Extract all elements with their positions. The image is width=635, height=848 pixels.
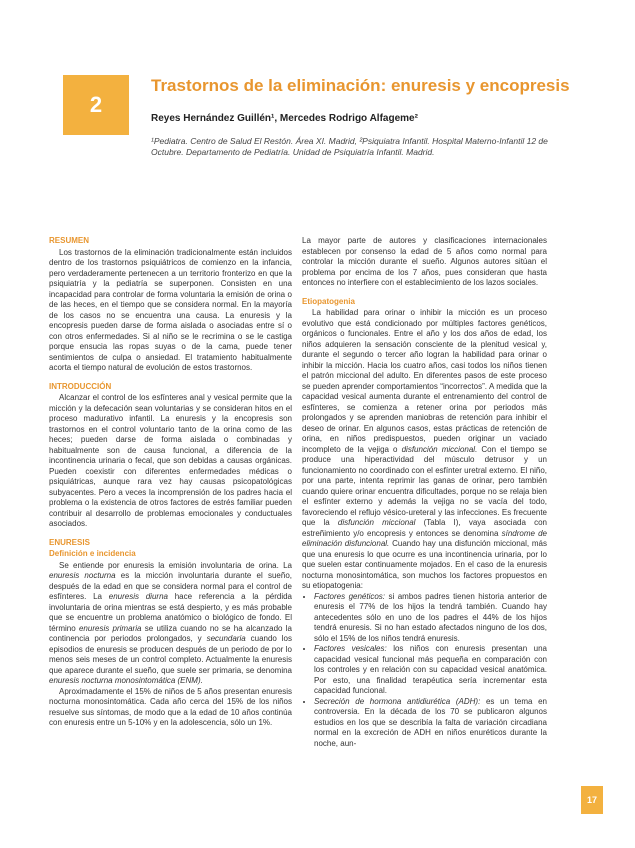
resumen-paragraph: Los trastornos de la eliminación tradicionalmente están incluidos dentro de los trastornos psiquiátricos de comienzo en la infancia, pero verdaderamente pertenecen a un territorio fronterizo en que la psiquiatría y la pediatría se superponen. Consisten en una incapacidad para controlar de forma voluntaria la emisión de orina o de las heces, en el tiempo que se considera normal. En la mayoría de los casos no se encuentra una causa. La enuresis y la encopresis pueden darse de forma aislada o asociadas entre sí o con otros enfermedades. Si al niño se le recrimina o se le castiga porque ensucia las ropas suyas o de la cama, puede tener sentimientos de culpa o ansiedad. El tratamiento habitualmente acorta el tiempo natural de evolución de estos trastornos. <box>49 247 292 372</box>
definicion-heading: Definición e incidencia <box>49 549 136 558</box>
factors-list <box>302 592 547 750</box>
etiopatogenia-heading: Etiopatogenia <box>302 296 355 306</box>
article-title: Trastornos de la eliminación: enuresis y encopresis <box>151 76 570 95</box>
page-number-badge <box>581 786 603 814</box>
chapter-number: 2 <box>89 92 103 117</box>
right-column <box>302 236 547 749</box>
left-column <box>49 236 292 729</box>
definicion-paragraph-1: Se entiende por enuresis la emisión involuntaria de orina. La enuresis nocturna es la micción involuntaria durante el sueño, después de la edad en que se considera normal para el control de esfínteres. La enuresis diurna hace referencia a la pérdida involuntaria de orina mientras se está despierto, y es más probable que se encuentre un problema anatómico o biológico de fondo. El término enuresis primaria se utiliza cuando no se ha alcanzado la continencia por periodos prolongados, y secundaria cuando los episodios de enuresis se producen después de un periodo de por lo menos seis meses de un control completo. Actualmente la enuresis que aparece durante el sueño, que suele ser primaria, se denomina enuresis nocturna monosintomática (ENM). <box>49 560 293 685</box>
page-number: 17 <box>586 795 597 805</box>
resumen-heading: RESUMEN <box>49 236 90 245</box>
list-item: • Factores genéticos: si ambos padres tienen historia anterior de enuresis el 77% de los hijos la tendrá también. Cuando hay antecedentes sólo en uno de los padres el 44% de los hijos tendrá enuresis. Si no han estado afectados ninguno de los dos, sólo el 15% de los niños tendrá enuresis. <box>314 592 547 645</box>
introduccion-paragraph: Alcanzar el control de los esfínteres anal y vesical permite que la micción y la defecación sean voluntarias y se consideran hitos en el proceso madurativo infantil. La enuresis y la encopresis son trastornos en el control voluntario tanto de la orina como de las heces; pueden darse de forma aislada o combinadas y habitualmente son de causa funcional, a diferencia de la incontinencia urinaria o fecal, que son debidas a causas orgánicas. Pueden coexistir con diferentes enfermedades médicas o psiquiátricas, aunque rara vez hay causas psicopatológicas subyacentes. Pero a veces la incomprensión de los padres hacia el problema o la existencia de otros factores de estrés familiar pueden contribuir al desarrollo de problemas emocionales y conductuales asociados. <box>49 393 292 528</box>
enuresis-heading: ENURESIS <box>49 537 90 547</box>
authors: Reyes Hernández Guillén¹, Mercedes Rodrigo Alfageme² <box>151 113 418 124</box>
chapter-number-badge <box>63 75 129 135</box>
etiopatogenia-paragraph: La habilidad para orinar o inhibir la micción es un proceso evolutivo que está condicionado por múltiples factores genéticos, orgánicos o funcionales. Entre el año y los dos años de edad, los niños adquieren la sensación consciente de la plenitud vesical y, durante el segundo o tercer año logran la habilidad para orinar o inhibir la micción. Hacia los cuatro años, casi todos los niños tienen el patrón miccional del adulto. En diferentes pasos de este proceso se pueden aprender comportamientos “incorrectos”. A medida que la capacidad vesical aumenta durante el entrenamiento del control de esfínteres, se comienza a retener orina por periodos más prolongados y se aprenden maniobras de retención para inhibir el deseo de orinar. En algunos casos, estas prácticas de retención de orina, en niños predispuestos, pueden originar un vaciado incompleto de la vejiga o disfunción miccional. Con el tiempo se produce una hiperactividad del músculo detrusor y un funcionamiento no coordinado con el esfínter uretral externo. El niño, por una parte, intenta reprimir las ganas de orinar, pero también cuando quiere orinar encuentra dificultades, porque no se relaja bien el esfínter externo y además la vejiga no se vacía del todo, favoreciendo el reflujo vésico-ureteral y las infecciones. Es frecuente que la disfunción miccional (Tabla I), vaya asociada con estreñimiento y/o encopresis y entonces se denomina síndrome de eliminación disfuncional. Cuando hay una disfunción miccional, más que una enuresis lo que ocurre es una incontinencia urinaria, por lo que suelen estar continuamente mojados. En el caso de la enuresis nocturna monosintomática, son muchos los factores propuestos en su etiopatogenia: <box>302 308 548 590</box>
introduccion-heading: INTRODUCCIÓN <box>49 381 112 391</box>
continuation-paragraph: La mayor parte de autores y clasificaciones internacionales establecen por consenso la edad de 5 años como normal para controlar la micción durante el sueño. Algunos autores sitúan el problema por encima de los 7 años, pues consideran que hasta entonces no interfiere con el establecimiento de los lazos sociales. <box>302 236 547 287</box>
definicion-paragraph-2: Aproximadamente el 15% de niños de 5 años presentan enuresis nocturna monosintomática. Cada año cerca del 15% de los niños resuelve sus síntomas, de modo que a la edad de 10 años continúa con enuresis entre un 5-10% y en la adolescencia, sólo un 1%. <box>49 686 292 727</box>
affiliation: ¹Pediatra. Centro de Salud El Restón. Área XI. Madrid, ²Psiquiatra Infantil. Hospital Materno-Infantil 12 de Octubre. Departamento de Pediatría. Unidad de Psiquiatría Infantil. Madrid. <box>151 136 548 157</box>
list-item: • Secreción de hormona antidiurética (ADH): es un tema en controversia. En la década de los 70 se publicaron algunos estudios en los que se describía la falta de variación circadiana normal en la excreción de ADH en niños enuréticos durante la noche, aun- <box>314 697 547 750</box>
list-item: • Factores vesicales: los niños con enuresis presentan una capacidad vesical funcional más pequeña en comparación con los controles y en relación con su capacidad vesical anatómica. Por esto, una finalidad terapéutica sería incrementar esta capacidad funcional. <box>314 644 547 697</box>
